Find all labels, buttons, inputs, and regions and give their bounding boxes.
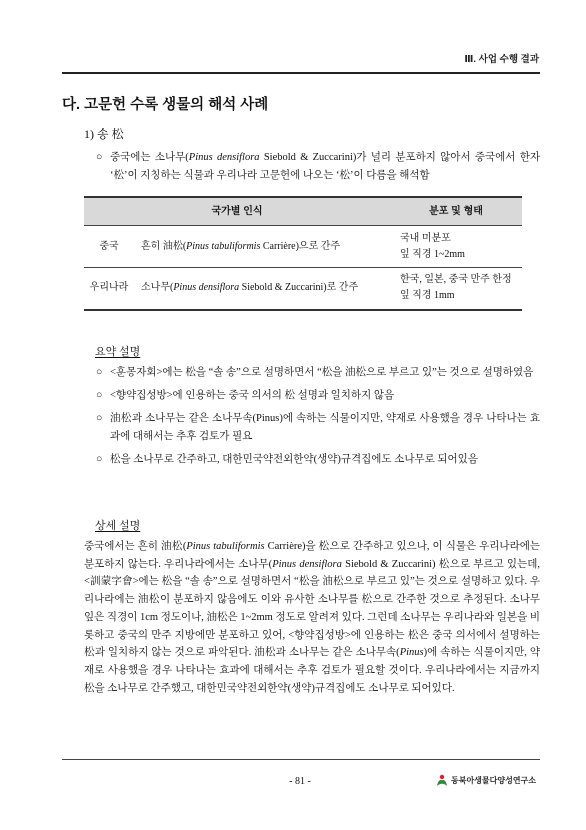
- recognition-cell: [134, 268, 390, 310]
- text-run: 흔히 油松(: [141, 240, 187, 252]
- distribution-cell: [390, 268, 522, 310]
- bullet-marker: ○: [96, 454, 103, 465]
- bullet-text: 油松과 소나무는 같은 소나무속(Pinus)에 속하는 식물이지만, 약재로 사용했을 경우 나타나는 효과에 대해서는 추후 검토가 필요: [110, 413, 540, 442]
- text-run: 중국에서는 흔히 油松(: [84, 541, 187, 552]
- text-run: 소나무(: [141, 282, 174, 294]
- table-row: [84, 268, 522, 310]
- running-header: Ⅲ. 사업 수행 결과: [464, 54, 539, 65]
- section-title: 다. 고문헌 수록 생물의 해석 사례: [62, 97, 269, 113]
- distribution-line: 잎 직경 1mm: [400, 290, 455, 302]
- bullet-item: [96, 149, 540, 185]
- table-header-recognition: 국가별 인식: [84, 197, 390, 226]
- bullet-item: [96, 410, 540, 446]
- comparison-table: [84, 196, 522, 311]
- subsection-title: 1) 송 松: [84, 127, 124, 141]
- bullet-marker: ○: [96, 413, 103, 424]
- country-cell: 중국: [99, 240, 119, 252]
- institute-logo: [436, 774, 536, 787]
- table-row: [84, 226, 522, 268]
- distribution-line: 한국, 일본, 중국 만주 한정: [400, 274, 512, 286]
- country-cell: 우리나라: [89, 282, 129, 294]
- scientific-name: Pinus tabuliformis: [186, 240, 261, 252]
- institute-logo-icon: [436, 774, 448, 787]
- recognition-cell: [134, 226, 390, 268]
- bullet-item: [96, 387, 540, 405]
- summary-bullet-list: [96, 364, 540, 469]
- intro-bullet-list: [96, 149, 540, 185]
- distribution-line: 국내 미분포: [400, 232, 451, 244]
- distribution-cell: [390, 226, 522, 268]
- bullet-text: [110, 149, 540, 185]
- table-header-row: [84, 197, 522, 226]
- bullet-marker: ○: [96, 152, 103, 163]
- table-header-distribution: 분포 및 형태: [390, 197, 522, 226]
- scientific-name: Pinus densiflora: [188, 152, 260, 163]
- bullet-text: <훈몽자회>에는 松을 “솔 송”으로 설명하면서 “松을 油松으로 부르고 있”는 것으로 설명하였음: [110, 367, 534, 378]
- text-run: Siebold & Zuccarini)가 널리 분포하지 않아서 중국에서 한자 ‘松’이 지칭하는 식물과 우리나라 고문헌에 나오는 ‘松’이 다름을 해석함: [110, 152, 540, 181]
- bullet-text: <향약집성방>에 인용하는 중국 의서의 松 설명과 일치하지 않음: [110, 390, 395, 401]
- detail-paragraph: [84, 538, 540, 697]
- text-run: Siebold & Zuccarini)로 간주: [239, 282, 359, 294]
- distribution-line: 잎 직경 1~2mm: [400, 248, 465, 260]
- summary-heading: 요약 설명: [95, 346, 141, 358]
- bullet-item: [96, 451, 540, 469]
- header-rule: [62, 72, 540, 74]
- scientific-name: Pinus tabuliformis: [186, 541, 265, 552]
- institute-name: 동북아생물다양성연구소: [451, 776, 537, 785]
- scientific-name: Pinus: [399, 647, 424, 659]
- bullet-marker: ○: [96, 390, 103, 401]
- text-run: Siebold & Zuccarini) 松으로 부르고 있는데, <訓蒙字會>에는 松을 “솔 송”으로 설명하면서 “松을 油松으로 부르고 있”는 것으로 설명하고 있다. 우리나라에는 油松이 분포하지 않음에도 이와 유사한 소나무를 松으로 간주한 것으로 추정된다. 소나무 잎은 직경이 1cm 정도이나, 油松은 1~2mm 정도로 알려져 있다. 그런데 소나무는 우리나라와 일본을 비롯하고 중국의 만주 지방에만 분포하고 있어, <향약집성방>에 인용하는 松은 중국 의서에서 설명하는 松과 일치하지 않는 것으로 파악된다. 油松과 소나무는 같은 소나무속(: [84, 558, 540, 659]
- bullet-marker: ○: [96, 367, 103, 378]
- footer-rule: [62, 759, 540, 760]
- scientific-name: Pinus densiflora: [173, 282, 240, 294]
- bullet-text: 松을 소나무로 간주하고, 대한민국약전외한약(생약)규격집에도 소나무로 되어있음: [110, 454, 478, 465]
- page-number: - 81 -: [289, 776, 311, 787]
- text-run: 중국에는 소나무(: [110, 152, 189, 163]
- detail-heading: 상세 설명: [95, 520, 141, 532]
- text-run: Carrière)으로 간주: [260, 240, 341, 252]
- text-run: )에 속하는 식물이지만, 약재로 사용했을 경우 나타나는 효과에 대해서는 추후 검토가 필요할 것이다. 우리나라에서는 지금까지 松을 소나무로 간주했고, 대한민국약전외한약(생약)규격집에도 소나무로 되어있다.: [84, 647, 540, 694]
- text-run: Carrière)을 松으로 간주하고 있으나, 이 식물은 우리나라에는 분포하지 않는다. 우리나라에서는 소나무(: [84, 541, 541, 570]
- scientific-name: Pinus densiflora: [272, 558, 342, 570]
- bullet-item: [96, 364, 540, 382]
